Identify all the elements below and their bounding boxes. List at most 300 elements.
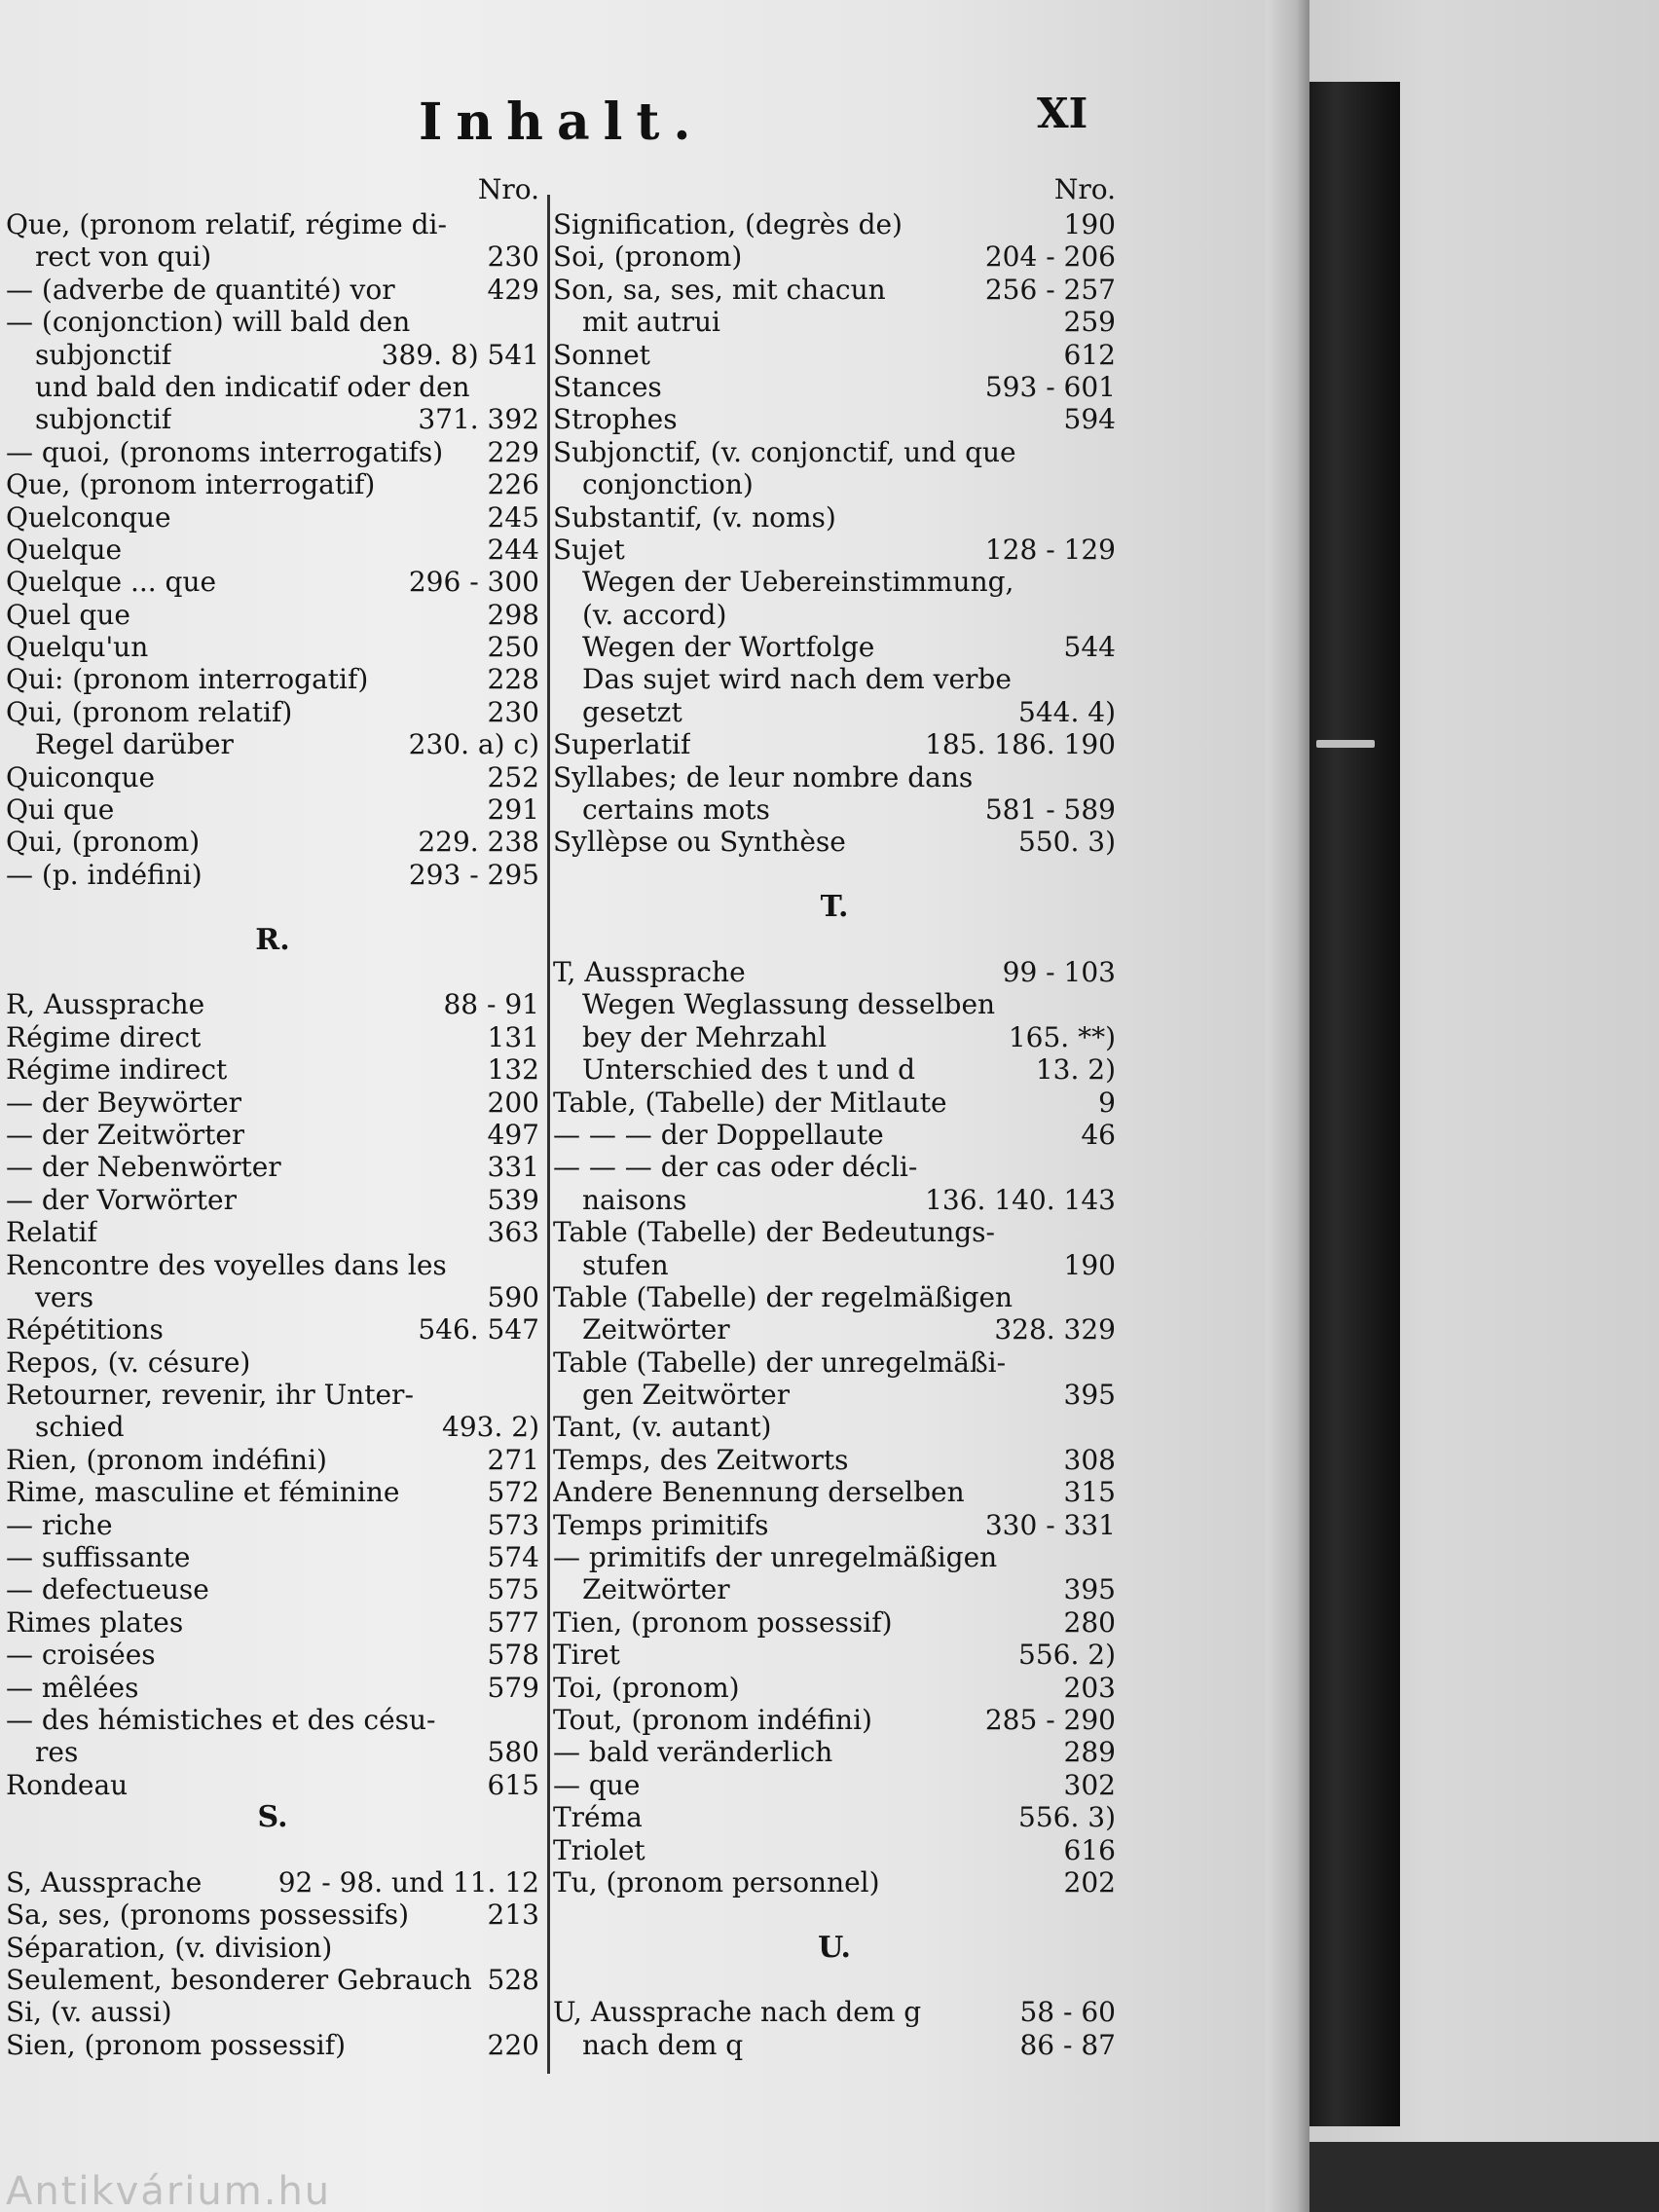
entry-term: Rencontre des voyelles dans les [6,1248,447,1281]
index-entry [6,663,539,695]
entry-number: 395 [1063,1573,1116,1606]
entry-term: — bald veränderlich [553,1736,833,1769]
entry-term: Rondeau [6,1768,129,1801]
entry-number: 574 [487,1541,539,1574]
entry-term: Relatif [6,1216,97,1249]
entry-term: Qui, (pronom relatif) [6,695,293,728]
entry-number: 285 - 290 [984,1703,1116,1736]
entry-number: 165. **) [1008,1020,1116,1053]
entry-number: 612 [1063,338,1116,371]
index-entry [6,208,539,240]
index-column-left [6,173,539,2061]
index-entry [6,1573,539,1605]
index-entry [6,1216,539,1248]
entry-term: gen Zeitwörter [582,1379,791,1412]
spacer [553,1899,1116,1931]
entry-term: Subjonctif, (v. conjonctif, und que [553,435,1016,468]
index-entry [553,534,1116,566]
column-divider [547,195,550,2074]
index-entry [553,956,1116,988]
entry-term: Quelqu'un [6,631,149,664]
index-entry [553,1704,1116,1736]
entry-number: 228 [487,663,539,696]
entry-term: — riche [6,1508,113,1541]
index-entry [6,1281,539,1313]
index-entry [553,566,1116,598]
entry-term: Régime direct [6,1020,202,1053]
entry-number: 572 [487,1476,539,1509]
entry-term: (v. accord) [582,598,727,631]
entry-number: 213 [487,1899,539,1932]
index-entry [6,1736,539,1768]
index-entry [6,859,539,891]
spacer [553,859,1116,891]
index-entry [6,240,539,273]
entry-number: 185. 186. 190 [925,728,1116,761]
entry-term: conjonction) [582,468,754,501]
entry-number: 131 [487,1020,539,1053]
entry-number: 245 [487,500,539,534]
index-entry [553,1281,1116,1313]
index-entry [6,1866,539,1899]
entry-number: 203 [1063,1671,1116,1704]
index-entry [6,1541,539,1573]
entry-term: Syllèpse ou Synthèse [553,826,846,859]
entry-number: 429 [487,273,539,306]
entry-number: 579 [487,1671,539,1704]
entry-number: 250 [487,631,539,664]
entry-term: Qui, (pronom) [6,826,201,859]
entry-term: Tu, (pronom personnel) [553,1865,880,1899]
index-entry [6,1606,539,1639]
entry-number: 330 - 331 [984,1508,1116,1541]
index-entry [6,274,539,306]
index-entry [6,2029,539,2061]
entry-term: Wegen der Wortfolge [582,631,875,664]
index-entry [6,1509,539,1541]
index-entry [553,1053,1116,1086]
index-entry [6,1053,539,1086]
index-entry [553,1087,1116,1119]
entry-number: 293 - 295 [408,858,539,891]
entry-term: certains mots [582,793,770,827]
entry-term: Superlatif [553,728,691,761]
section-letter [6,1801,539,1833]
index-entry [6,1996,539,2028]
entry-number: 88 - 91 [443,988,539,1021]
index-entry [553,501,1116,534]
index-entry [6,1639,539,1671]
index-entry [6,306,539,338]
section-label: R. [255,923,290,956]
entry-number: 493. 2) [442,1411,539,1444]
entry-term: Sonnet [553,338,650,371]
entry-number: 577 [487,1605,539,1639]
entry-term: — der Vorwörter [6,1183,237,1216]
entry-number: 92 - 98. und 11. 12 [277,1865,539,1899]
entry-number: 200 [487,1086,539,1119]
entry-term: — defectueuse [6,1573,209,1606]
entry-term: Son, sa, ses, mit chacun [553,273,886,306]
entry-number: 291 [487,793,539,827]
entry-number: 593 - 601 [984,370,1116,403]
spacer [6,956,539,988]
index-entry [553,1476,1116,1508]
entry-term: — (adverbe de quantité) vor [6,273,395,306]
index-entry [6,631,539,663]
entry-term: — (conjonction) will bald den [6,306,411,339]
index-entry [553,1672,1116,1704]
index-entry [553,761,1116,793]
index-entry [553,208,1116,240]
entry-term: — mêlées [6,1671,139,1704]
column-heading: Nro. [1053,173,1116,205]
entry-term: Table (Tabelle) der regelmäßigen [553,1280,1014,1313]
index-entry [553,1573,1116,1605]
entry-number: 395 [1063,1379,1116,1412]
index-entry [553,436,1116,468]
index-entry [553,793,1116,826]
entry-list [553,208,1116,2061]
entry-term: bey der Mehrzahl [582,1020,828,1053]
index-column-right [553,173,1116,2061]
index-entry [553,988,1116,1020]
entry-number: 244 [487,533,539,566]
index-entry [553,1736,1116,1768]
index-entry [553,1411,1116,1443]
index-entry [6,1313,539,1346]
entry-number: 544 [1063,631,1116,664]
entry-term: — der Zeitwörter [6,1118,245,1151]
entry-term: Sujet [553,533,625,566]
entry-term: subjonctif [35,338,172,371]
entry-number: 46 [1081,1118,1116,1151]
entry-number: 204 - 206 [984,240,1116,274]
entry-term: Wegen Weglassung desselben [582,988,996,1021]
index-entry [553,663,1116,695]
entry-number: 220 [487,2028,539,2061]
index-entry [6,793,539,826]
entry-number: 252 [487,760,539,793]
index-entry [553,274,1116,306]
index-entry [6,1672,539,1704]
entry-number: 289 [1063,1736,1116,1769]
index-entry [6,468,539,500]
entry-term: Stances [553,370,662,403]
index-entry [553,1021,1116,1053]
index-entry [6,1932,539,1964]
index-entry [6,566,539,598]
entry-number: 578 [487,1639,539,1672]
column-heading: Nro. [477,173,539,205]
entry-number: 573 [487,1508,539,1541]
index-entry [553,1346,1116,1379]
watermark: Antikvárium.hu [6,2169,332,2212]
entry-term: subjonctif [35,403,172,436]
entry-term: Sien, (pronom possessif) [6,2028,347,2061]
entry-number: 271 [487,1443,539,1476]
index-entry [553,1834,1116,1866]
index-entry [553,371,1116,403]
section-letter [553,1932,1116,1964]
entry-number: 86 - 87 [1019,2028,1116,2061]
entry-number: 256 - 257 [984,273,1116,306]
index-entry [553,1216,1116,1248]
entry-term: — quoi, (pronoms interrogatifs) [6,435,444,468]
index-entry [6,1444,539,1476]
binding-thread [1316,740,1375,748]
entry-term: Temps, des Zeitworts [553,1443,849,1476]
entry-term: Rimes plates [6,1605,184,1639]
entry-term: Table (Tabelle) der Bedeutungs- [553,1216,995,1249]
entry-term: Strophes [553,403,678,436]
entry-number: 556. 3) [1018,1801,1116,1834]
entry-number: 230 [487,695,539,728]
entry-term: Soi, (pronom) [553,240,743,274]
index-entry [553,826,1116,858]
entry-term: Syllabes; de leur nombre dans [553,760,974,793]
index-entry [553,403,1116,435]
entry-term: Rien, (pronom indéfini) [6,1443,327,1476]
section-label: U. [818,1931,851,1965]
index-entry [553,1184,1116,1216]
entry-list [6,208,539,2061]
index-entry [6,1769,539,1801]
entry-term: R, Aussprache [6,988,205,1021]
entry-term: gesetzt [582,695,682,728]
entry-number: 550. 3) [1018,826,1116,859]
entry-term: — croisées [6,1639,156,1672]
entry-term: Quelque ... que [6,566,217,599]
entry-term: Qui: (pronom interrogatif) [6,663,369,696]
index-entry [553,1249,1116,1281]
index-entry [6,403,539,435]
entry-term: Wegen der Uebereinstimmung, [582,566,1014,599]
entry-term: U, Aussprache nach dem g [553,1996,922,2029]
index-entry [553,1996,1116,2028]
index-entry [6,1379,539,1411]
entry-term: Temps primitifs [553,1508,769,1541]
entry-number: 528 [487,1964,539,1997]
entry-term: Table (Tabelle) der unregelmäßi- [553,1346,1007,1379]
index-entry [6,534,539,566]
entry-term: Signification, (degrès de) [553,208,903,240]
index-entry [553,1769,1116,1801]
index-entry [553,339,1116,371]
entry-number: 99 - 103 [1002,955,1116,988]
entry-term: Rime, masculine et féminine [6,1476,400,1509]
entry-number: 280 [1063,1605,1116,1639]
entry-term: Table, (Tabelle) der Mitlaute [553,1086,947,1119]
index-entry [6,1411,539,1443]
entry-number: 298 [487,598,539,631]
index-entry [553,599,1116,631]
spacer [553,1964,1116,1996]
entry-term: Répétitions [6,1313,164,1346]
entry-term: schied [35,1411,125,1444]
index-entry [6,436,539,468]
entry-term: Tien, (pronom possessif) [553,1605,893,1639]
entry-number: 581 - 589 [984,793,1116,827]
entry-term: — — — der Doppellaute [553,1118,884,1151]
page-edge-shadow [1266,0,1309,2212]
index-entry [553,1444,1116,1476]
entry-term: Toi, (pronom) [553,1671,740,1704]
entry-number: 226 [487,468,539,501]
entry-number: 296 - 300 [408,566,539,599]
index-entry [553,1379,1116,1411]
entry-term: — que [553,1768,641,1801]
entry-term: T, Aussprache [553,955,746,988]
index-entry [6,1184,539,1216]
index-entry [553,1151,1116,1183]
index-entry [6,1249,539,1281]
index-entry [6,371,539,403]
index-entry [553,1639,1116,1671]
index-entry [6,501,539,534]
index-entry [553,696,1116,728]
entry-term: Tiret [553,1639,620,1672]
entry-term: — des hémistiches et des césu- [6,1703,436,1736]
entry-number: 539 [487,1183,539,1216]
section-label: T. [820,891,849,924]
entry-number: 128 - 129 [984,533,1116,566]
page-number: XI [1037,90,1088,137]
entry-number: 190 [1063,208,1116,240]
entry-term: naisons [582,1183,687,1216]
entry-term: Tréma [553,1801,643,1834]
spacer [553,924,1116,956]
entry-term: rect von qui) [35,240,212,274]
index-entry [553,240,1116,273]
index-entry [553,1801,1116,1833]
index-entry [6,696,539,728]
entry-term: — (p. indéfini) [6,858,203,891]
entry-term: Zeitwörter [582,1313,730,1346]
entry-term: Retourner, revenir, ihr Unter- [6,1379,414,1412]
entry-term: Triolet [553,1833,645,1866]
index-entry [553,728,1116,760]
entry-term: Quelconque [6,500,171,534]
entry-number: 580 [487,1736,539,1769]
entry-term: Unterschied des t und d [582,1053,916,1087]
index-entry [553,1119,1116,1151]
entry-number: 615 [487,1768,539,1801]
entry-number: 363 [487,1216,539,1249]
entry-number: 229. 238 [418,826,539,859]
entry-term: — der Nebenwörter [6,1151,281,1184]
entry-number: 590 [487,1280,539,1313]
entry-number: 190 [1063,1248,1116,1281]
section-label: S. [257,1801,288,1834]
index-entry [6,826,539,858]
index-entry [6,1021,539,1053]
entry-term: Séparation, (v. division) [6,1931,333,1964]
index-entry [6,1899,539,1931]
spacer [6,1834,539,1866]
entry-term: mit autrui [582,306,721,339]
page-title: Inhalt. [419,92,705,152]
entry-number: 13. 2) [1035,1053,1116,1087]
entry-term: stufen [582,1248,669,1281]
entry-number: 230 [487,240,539,274]
index-entry [553,468,1116,500]
entry-term: Sa, ses, (pronoms possessifs) [6,1899,410,1932]
entry-number: 389. 8) 541 [381,338,539,371]
section-letter [6,924,539,956]
entry-term: Quiconque [6,760,156,793]
entry-term: Substantif, (v. noms) [553,500,836,534]
entry-number: 315 [1063,1476,1116,1509]
entry-term: Regel darüber [35,728,234,761]
entry-term: Régime indirect [6,1053,228,1087]
section-letter [553,891,1116,923]
index-entry [6,599,539,631]
index-entry [553,1866,1116,1899]
entry-term: nach dem q [582,2028,744,2061]
entry-number: 259 [1063,306,1116,339]
index-entry [6,1119,539,1151]
index-entry [6,1964,539,1996]
entry-number: 497 [487,1118,539,1151]
index-entry [6,1151,539,1183]
entry-term: Repos, (v. césure) [6,1346,251,1379]
entry-term: Tout, (pronom indéfini) [553,1703,872,1736]
index-entry [553,1509,1116,1541]
index-entry [553,1313,1116,1346]
entry-term: — primitifs der unregelmäßigen [553,1541,998,1574]
entry-term: S, Aussprache [6,1865,203,1899]
entry-term: und bald den indicatif oder den [35,370,470,403]
entry-term: vers [35,1280,94,1313]
entry-term: Quel que [6,598,130,631]
entry-number: 556. 2) [1018,1639,1116,1672]
entry-number: 546. 547 [418,1313,539,1346]
entry-number: 229 [487,435,539,468]
index-entry [6,1704,539,1736]
index-entry [553,1606,1116,1639]
index-entry [6,339,539,371]
entry-number: 371. 392 [418,403,539,436]
entry-term: — suffissante [6,1541,191,1574]
entry-term: Das sujet wird nach dem verbe [582,663,1012,696]
index-entry [553,1541,1116,1573]
index-entry [6,761,539,793]
entry-number: 136. 140. 143 [925,1183,1116,1216]
entry-number: 328. 329 [994,1313,1116,1346]
entry-term: Quelque [6,533,123,566]
index-entry [553,2029,1116,2061]
entry-number: 308 [1063,1443,1116,1476]
entry-number: 544. 4) [1018,695,1116,728]
index-entry [6,1476,539,1508]
entry-number: 331 [487,1151,539,1184]
entry-number: 58 - 60 [1019,1996,1116,2029]
index-entry [6,728,539,760]
entry-term: Qui que [6,793,115,827]
entry-term: Que, (pronom interrogatif) [6,468,376,501]
entry-number: 302 [1063,1768,1116,1801]
entry-number: 616 [1063,1833,1116,1866]
entry-number: 230. a) c) [408,728,539,761]
entry-term: Que, (pronom relatif, régime di- [6,208,447,240]
index-entry [6,1087,539,1119]
index-entry [6,988,539,1020]
index-entry [553,306,1116,338]
entry-term: res [35,1736,79,1769]
entry-number: 575 [487,1573,539,1606]
entry-term: Seulement, besonderer Gebrauch [6,1964,472,1997]
